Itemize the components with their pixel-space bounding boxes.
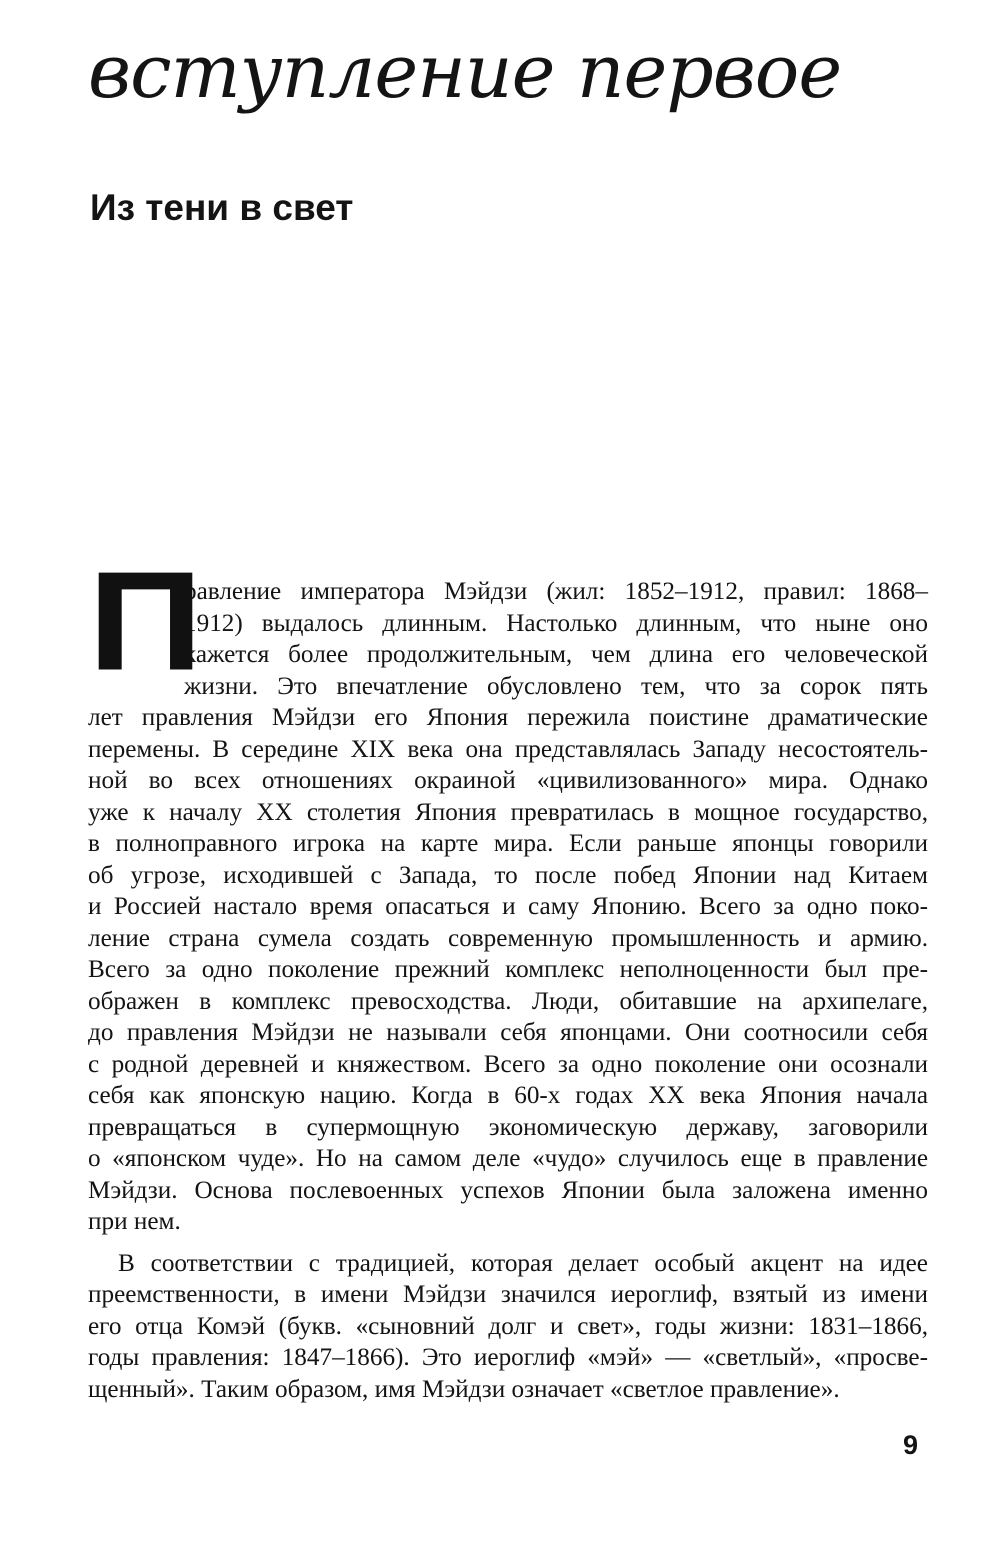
text-line: до правления Мэйдзи не называли себя японцами. Они соотносили себя: [88, 1019, 928, 1046]
chapter-title: Из тени в свет: [90, 187, 354, 228]
text-line: ображен в комплекс превосходства. Люди, обитавшие на архипелаге,: [88, 987, 928, 1015]
text-line: В соответствии с традицией, которая делает особый акцент на идее: [118, 1249, 928, 1277]
paragraph-1: [88, 541, 928, 1238]
drop-cap: П: [88, 541, 203, 700]
text-line: лет правления Мэйдзи его Япония пережила поистине драматические: [88, 704, 928, 731]
text-line: равление императора Мэйдзи (жил: 1852–1912, правил: 1868–: [184, 578, 928, 605]
text-line: преемственности, в имени Мэйдзи значился иероглиф, взятый из имени: [88, 1281, 928, 1308]
text-line: об угрозе, исходившей с Запада, то после побед Японии над Китаем: [88, 861, 928, 889]
text-line: его отца Комэй (букв. «сыновний долг и свет», годы жизни: 1831–1866,: [88, 1312, 928, 1340]
text-line: годы правления: 1847–1866). Это иероглиф «мэй» — «светлый», «просве-: [88, 1344, 928, 1371]
page-number: 9: [903, 1430, 919, 1460]
text-line: в полноправного игрока на карте мира. Если раньше японцы говорили: [88, 830, 928, 857]
text-line: себя как японскую нацию. Когда в 60-х годах XX века Япония начала: [88, 1082, 928, 1109]
text-line: о «японском чуде». Но на самом деле «чудо» случилось еще в правление: [88, 1145, 928, 1172]
text-line: при нем.: [88, 1208, 181, 1235]
text-line: с родной деревней и княжеством. Всего за одно поколение они осознали: [88, 1050, 928, 1078]
body-text: [88, 541, 928, 1405]
text-line: Всего за одно поколение прежний комплекс неполноценности был пре-: [88, 956, 928, 983]
text-line: Мэйдзи. Основа послевоенных успехов Японии была заложена именно: [88, 1176, 928, 1204]
text-line: перемены. В середине XIX века она представлялась Западу несостоятель-: [88, 735, 928, 763]
text-line: 1912) выдалось длинным. Настолько длинным, что ныне оно: [184, 609, 928, 637]
text-line: уже к началу XX столетия Япония превратилась в мощное государство,: [88, 798, 928, 826]
text-line: и Россией настало время опасаться и саму Японию. Всего за одно поко-: [88, 893, 928, 920]
text-line: щенный». Таким образом, имя Мэйдзи означает «светлое правление».: [88, 1375, 840, 1403]
text-line: жизни. Это впечатление обусловлено тем, что за сорок пять: [184, 672, 928, 700]
paragraph-2: [88, 1248, 928, 1406]
text-line: кажется более продолжительным, чем длина его человеческой: [184, 641, 928, 668]
text-line: ной во всех отношениях окраиной «цивилизованного» мира. Однако: [88, 767, 928, 794]
part-title: вступление первое: [88, 29, 842, 115]
text-line: превращаться в супермощную экономическую державу, заговорили: [88, 1113, 928, 1141]
text-line: ление страна сумела создать современную промышленность и армию.: [88, 924, 928, 952]
